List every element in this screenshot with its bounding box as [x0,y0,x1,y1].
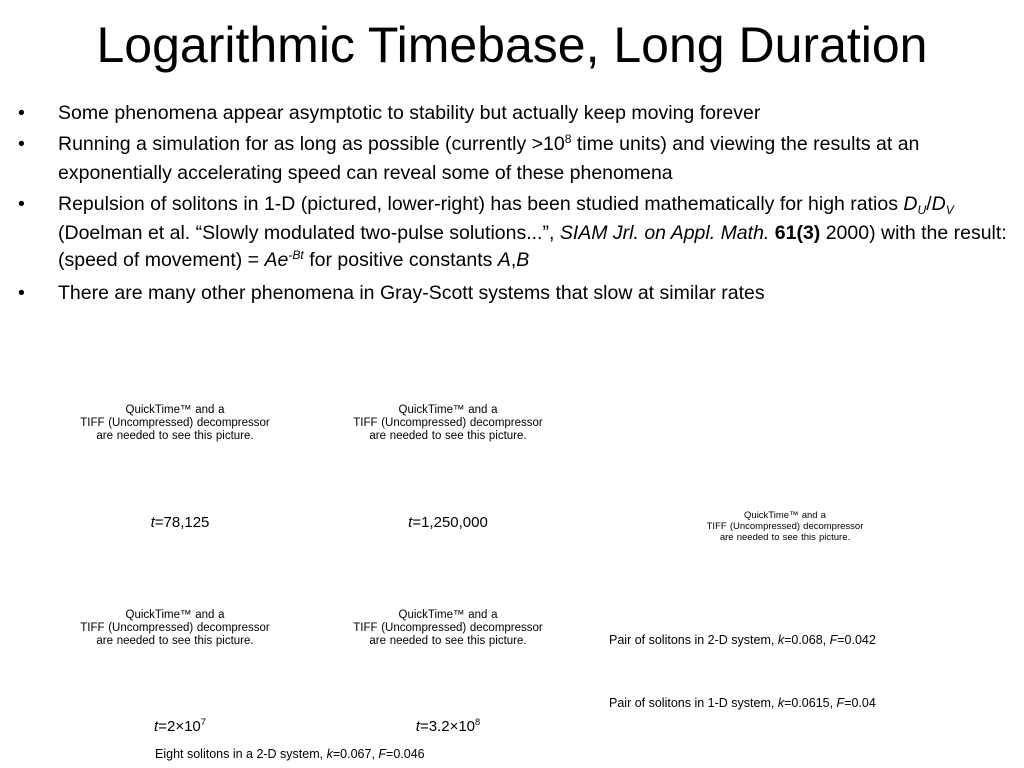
param-k-value: =0.067, [332,747,379,761]
constant-b: B [516,249,530,271]
constant-a: A [497,249,511,271]
time-variable: t [150,514,155,531]
bullet-text: There are many other phenomena in Gray-Scott systems that slow at similar rates [58,282,765,304]
placeholder-line: QuickTime™ and a [125,404,225,416]
picture-placeholder [55,404,295,443]
placeholder-line: TIFF (Uncompressed) decompressor [80,417,270,429]
bullet-text: Running a simulation for as long as possible (currently >10 [58,133,565,155]
time-value: =1,250,000 [412,514,488,531]
picture-placeholder [690,510,880,543]
picture-placeholder [320,609,576,648]
placeholder-line: are needed to see this picture. [719,532,851,543]
picture-placeholder [55,609,295,648]
bullet-item [18,131,1008,187]
param-k-value: =0.0615, [784,696,837,710]
du-subscript: U [917,202,927,217]
time-value: =2 [158,718,176,735]
param-f-value: =0.04 [844,696,876,710]
bullet-marker: • [18,282,25,304]
bullet-text: for positive constants [303,249,498,271]
caption-pair-1d [609,696,876,711]
power-exponent: 8 [475,717,481,728]
bullet-marker: • [18,193,25,215]
placeholder-line: QuickTime™ and a [398,609,498,621]
placeholder-line: are needed to see this picture. [369,430,527,442]
caption-pair-2d [609,633,876,648]
superscript: 8 [564,131,572,146]
bullet-text: time units) and viewing the results at an exponentially accelerating speed can reveal some of these phenomena [58,133,920,184]
param-k: k [326,747,333,761]
placeholder-line: TIFF (Uncompressed) decompressor [353,622,543,634]
caption-text: Pair of solitons in 2-D system, [609,633,778,647]
param-f-value: =0.042 [837,633,876,647]
journal-volume: 61(3) [774,222,821,244]
times-sign: × [175,718,185,735]
dv-subscript: V [945,202,954,217]
power-base: 10 [458,718,476,735]
placeholder-line: are needed to see this picture. [96,635,254,647]
placeholder-line: TIFF (Uncompressed) decompressor [706,521,864,532]
param-f: F [829,633,838,647]
param-f: F [378,747,387,761]
placeholder-line: TIFF (Uncompressed) decompressor [353,417,543,429]
bullet-item [18,191,1008,276]
slide-title: Logarithmic Timebase, Long Duration [96,17,928,73]
formula-exponent: -Bt [288,247,304,262]
power-base: 10 [184,718,201,735]
placeholder-line: QuickTime™ and a [125,609,225,621]
comma: , [510,249,517,271]
param-k-value: =0.068, [784,633,830,647]
power-exponent: 7 [200,717,206,728]
time-value: =3.2 [419,718,450,735]
journal-name: SIAM Jrl. on Appl. Math. [559,222,770,244]
times-sign: × [449,718,459,735]
caption-eight-solitons [155,747,425,762]
placeholder-line: QuickTime™ and a [398,404,498,416]
bullet-text: 2000) with the result: (speed of movement) = [58,222,1007,271]
picture-placeholder [320,404,576,443]
bullet-item [18,280,1008,307]
param-k: k [777,696,785,710]
time-variable: t [415,718,420,735]
bullet-text: (Doelman et al. “Slowly modulated two-pulse solutions...”, [58,222,560,244]
placeholder-line: are needed to see this picture. [369,635,527,647]
time-label [368,514,528,532]
caption-text: Pair of solitons in 1-D system, [609,696,778,710]
param-k: k [777,633,785,647]
time-value: =78,125 [154,514,210,531]
dv-symbol: D [931,193,946,215]
slash: / [926,193,932,215]
bullet-list [18,100,1008,311]
placeholder-line: TIFF (Uncompressed) decompressor [80,622,270,634]
time-variable: t [154,718,159,735]
placeholder-line: are needed to see this picture. [96,430,254,442]
placeholder-line: QuickTime™ and a [744,510,826,521]
du-symbol: D [903,193,918,215]
bullet-marker: • [18,102,25,124]
time-label [100,718,260,737]
time-label [368,718,528,737]
formula-ae: Ae [264,249,289,271]
bullet-text: Some phenomena appear asymptotic to stability but actually keep moving forever [58,102,761,124]
time-label [100,514,260,532]
param-f: F [836,696,845,710]
bullet-marker: • [18,133,25,155]
param-f-value: =0.046 [386,747,425,761]
bullet-item [18,100,1008,127]
bullet-text: Repulsion of solitons in 1-D (pictured, lower-right) has been studied mathematically for high ratios [58,193,904,215]
caption-text: Eight solitons in a 2-D system, [155,747,327,761]
time-variable: t [408,514,413,531]
